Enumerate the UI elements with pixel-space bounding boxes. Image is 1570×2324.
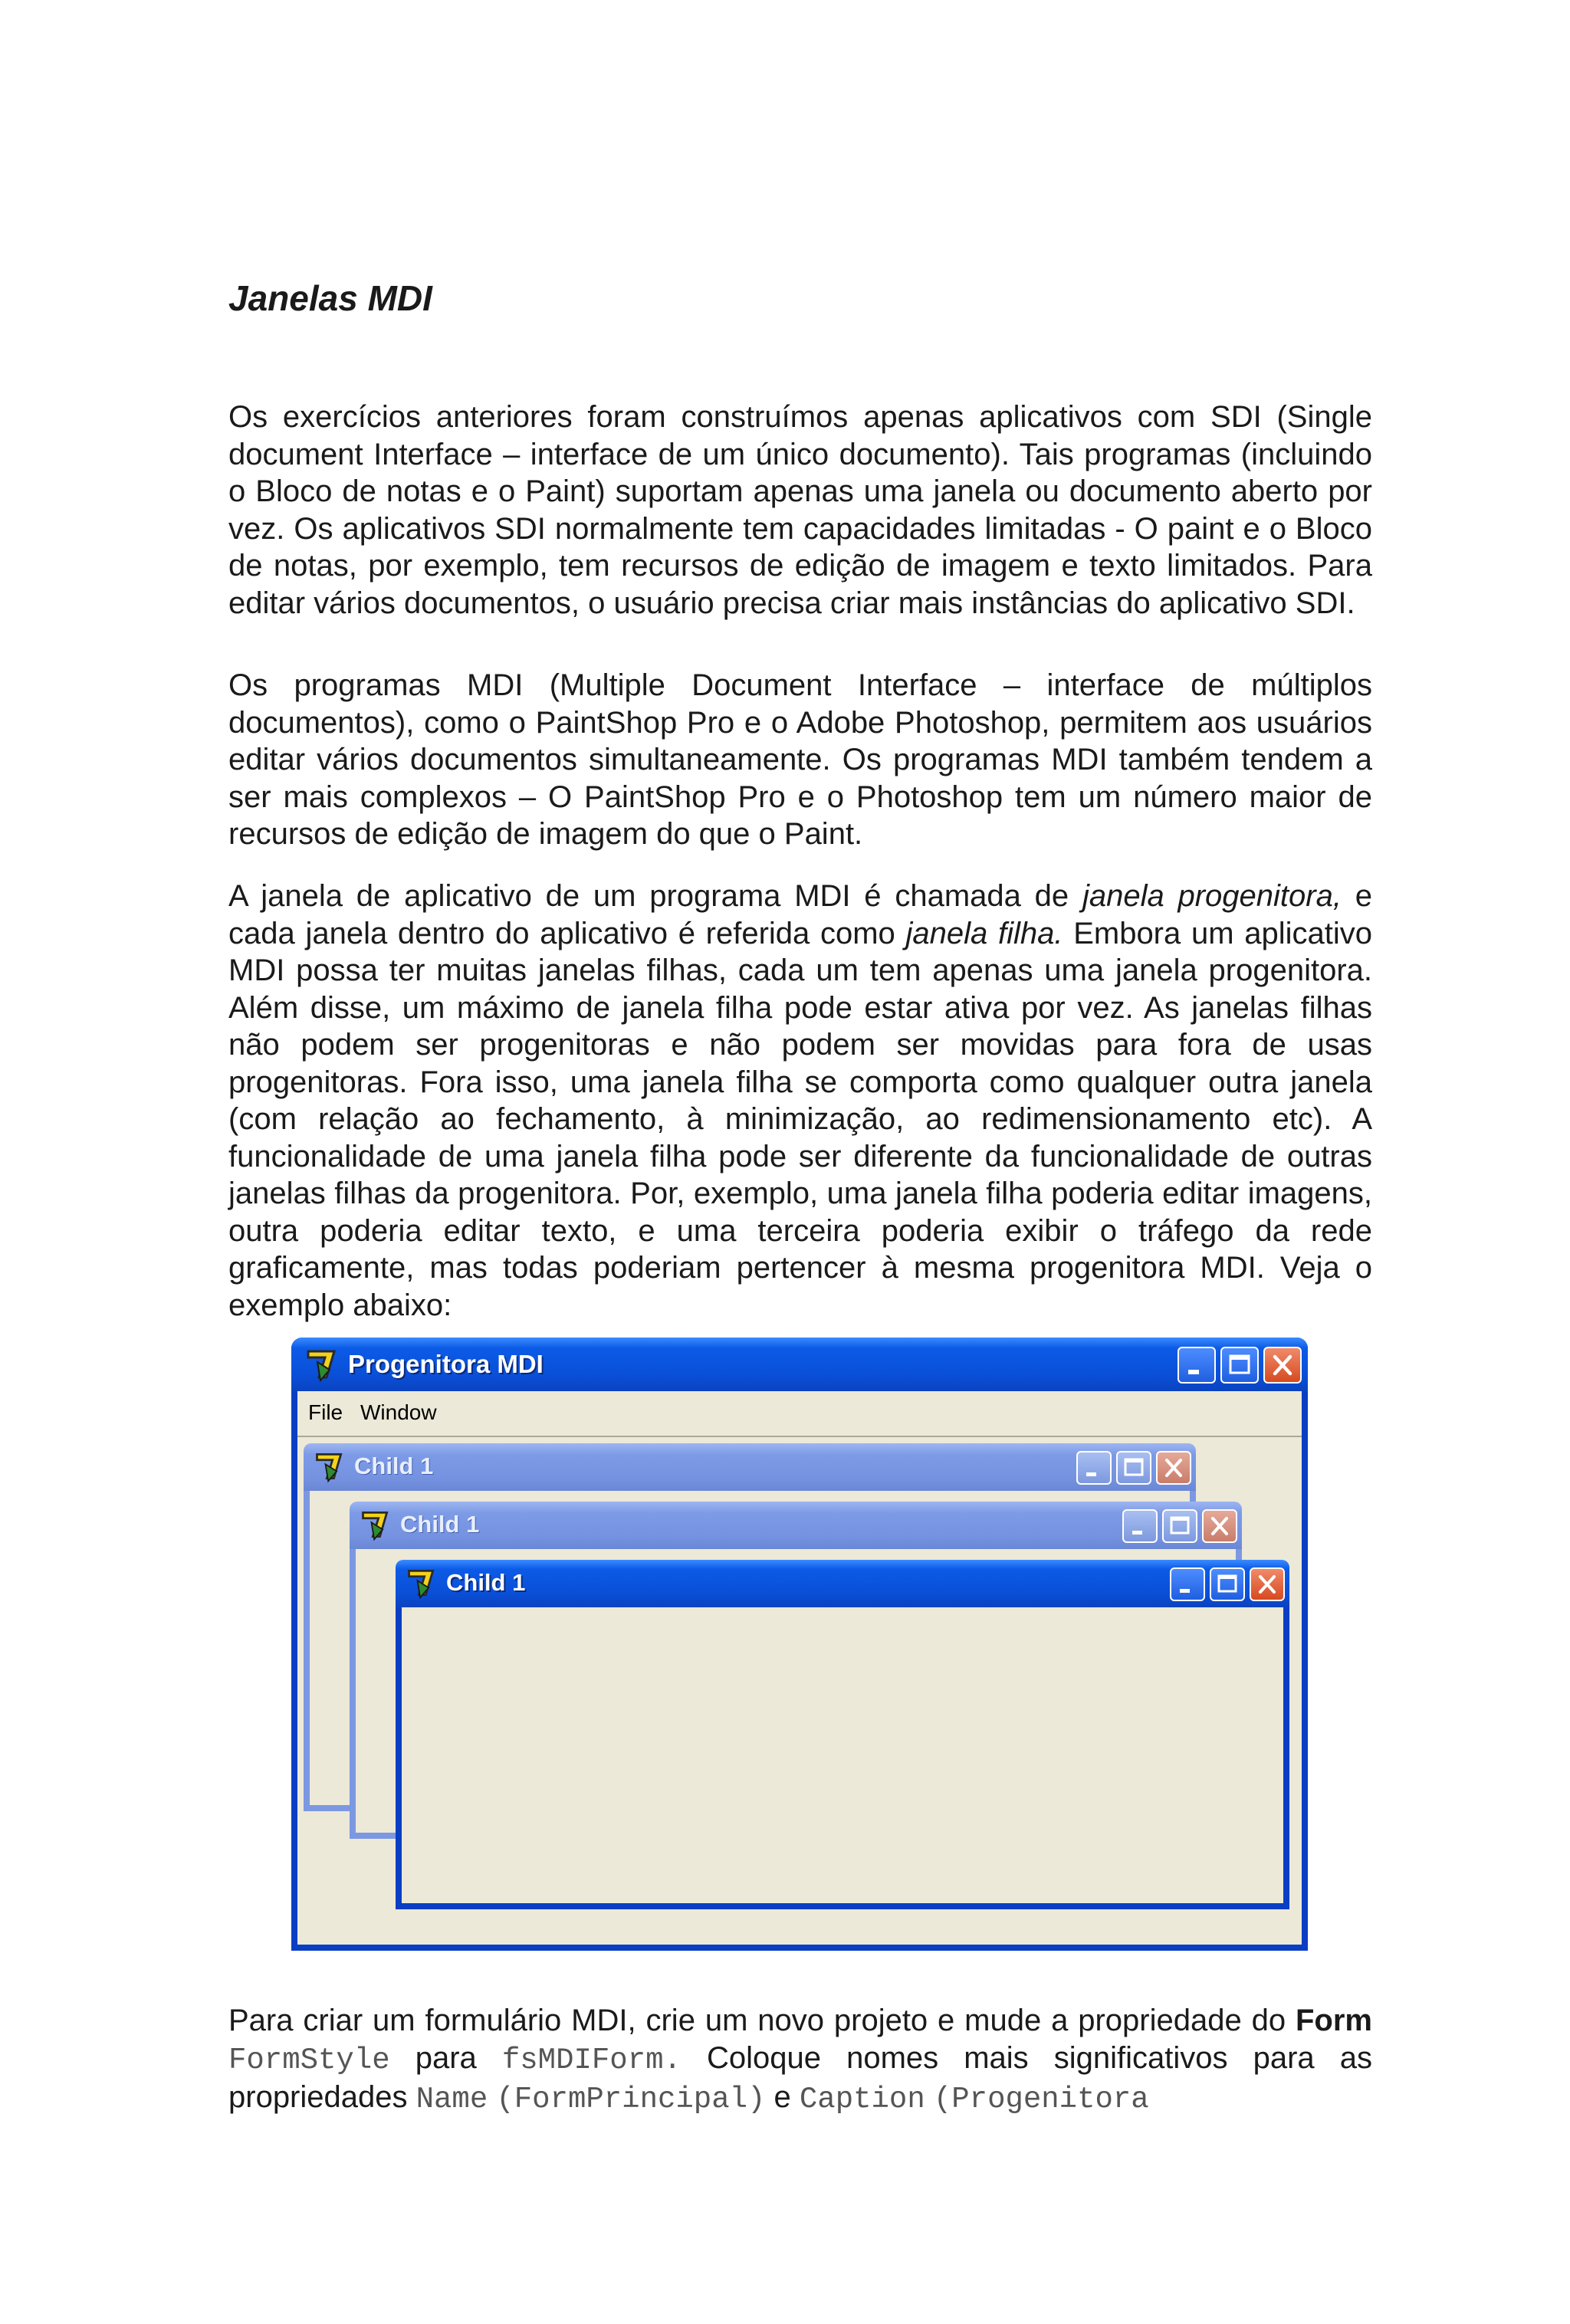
code-progenitora: (Progenitora (933, 2083, 1149, 2116)
maximize-icon (1164, 1511, 1196, 1541)
maximize-button[interactable] (1220, 1347, 1259, 1384)
delphi-app-icon (304, 1347, 340, 1382)
close-icon (1204, 1511, 1236, 1541)
delphi-app-icon (405, 1566, 438, 1600)
minimize-button[interactable] (1076, 1451, 1112, 1485)
mdi-client-area (297, 1437, 1302, 1945)
minimize-icon (1078, 1452, 1110, 1483)
code-formstyle: FormStyle (228, 2043, 390, 2077)
parent-titlebar[interactable] (291, 1338, 1308, 1391)
maximize-button[interactable] (1210, 1567, 1245, 1601)
maximize-button[interactable] (1116, 1451, 1151, 1485)
delphi-app-icon (359, 1508, 392, 1541)
mdi-screenshot (291, 1338, 1308, 1951)
menu-file[interactable]: File (308, 1400, 343, 1424)
code-name: Name (415, 2083, 488, 2116)
child-titlebar[interactable] (396, 1560, 1289, 1607)
bold-form: Form (1296, 2004, 1372, 2037)
maximize-icon (1211, 1569, 1243, 1600)
menu-window[interactable]: Window (360, 1400, 437, 1424)
text-run: para (389, 2040, 502, 2075)
page-title: Janelas MDI (228, 278, 432, 318)
text-run: e (765, 2080, 800, 2114)
code-formprincipal: (FormPrincipal) (496, 2083, 766, 2116)
child-titlebar[interactable] (350, 1502, 1242, 1549)
paragraph-sdi: Os exercícios anteriores foram construímos apenas aplicativos com SDI (Single document Interface – interface de um único documento). Tais programas (incluindo o Bloco de notas e o Paint) suportam apenas uma janela ou documento aberto por vez. Os aplicativos SDI normalmente tem capacidades limitadas - O paint e o Bloco de notas, por exemplo, tem recursos de edição de imagem e texto limitados. Para editar vários documentos, o usuário precisa criar mais instâncias do aplicativo SDI. (228, 400, 1372, 620)
text-run: A janela de aplicativo de um programa MDI é chamada de (228, 879, 1082, 913)
child-window-3-active[interactable] (396, 1560, 1289, 1909)
paragraph-parent-child (228, 878, 1372, 1324)
minimize-button[interactable] (1178, 1347, 1216, 1384)
child-titlebar[interactable] (304, 1443, 1196, 1491)
paragraph-create-mdi (228, 2002, 1372, 2119)
emphasis-parent-window: janela progenitora, (1082, 879, 1342, 913)
delphi-app-icon (313, 1449, 347, 1483)
close-button[interactable] (1263, 1347, 1302, 1384)
maximize-button[interactable] (1162, 1509, 1197, 1543)
emphasis-child-window: janela filha. (905, 916, 1063, 950)
parent-window-title: Progenitora MDI (348, 1350, 544, 1378)
text-run: e cada janela dentro do aplicativo é referida como (228, 879, 1372, 950)
code-fsmdiform: fsMDIForm. (501, 2043, 682, 2077)
paragraph-mdi: Os programas MDI (Multiple Document Interface – interface de múltiplos documentos), como o PaintShop Pro e o Adobe Photoshop, permitem aos usuários editar vários documentos simultaneamente. Os programas MDI também tendem a ser mais complexos – O PaintShop Pro e o Photoshop tem um número maior de recursos de edição de imagem do que o Paint. (228, 668, 1372, 851)
minimize-icon (1124, 1511, 1156, 1541)
close-icon (1158, 1452, 1190, 1483)
parent-client-area (297, 1391, 1302, 1945)
child-window-title: Child 1 (354, 1452, 434, 1479)
close-button[interactable] (1156, 1451, 1191, 1485)
text-run: Para criar um formulário MDI, crie um novo projeto e mude a propriedade do (228, 2004, 1296, 2037)
maximize-icon (1118, 1452, 1150, 1483)
close-icon (1265, 1348, 1300, 1382)
close-icon (1251, 1569, 1283, 1600)
code-caption: Caption (799, 2083, 925, 2116)
child-window-title: Child 1 (400, 1511, 480, 1538)
minimize-button[interactable] (1170, 1567, 1205, 1601)
minimize-button[interactable] (1122, 1509, 1158, 1543)
menu-bar (297, 1391, 1302, 1437)
close-button[interactable] (1250, 1567, 1285, 1601)
text-run: Coloque nomes mais significativos para as propriedades (228, 2040, 1372, 2114)
child-window-title: Child 1 (446, 1569, 526, 1596)
close-button[interactable] (1202, 1509, 1237, 1543)
child-body (402, 1607, 1283, 1903)
minimize-icon (1171, 1569, 1204, 1600)
minimize-icon (1179, 1348, 1214, 1382)
maximize-icon (1222, 1348, 1257, 1382)
text-run: Embora um aplicativo MDI possa ter muitas janelas filhas, cada um tem apenas uma janela progenitora. Além disse, um máximo de janela filha pode estar ativa por vez. As janelas filhas não podem ser progenitoras e não podem ser movidas para fora de usas progenitoras. Fora isso, uma janela filha se comporta como qualquer outra janela (com relação ao fechamento, à minimização, ao redimensionamento etc). A funcionalidade de uma janela filha pode ser diferente da funcionalidade de outras janelas filhas da progenitora. Por, exemplo, uma janela filha poderia editar imagens, outra poderia editar texto, e uma terceira poderia exibir o tráfego da rede graficamente, mas todas poderiam pertencer à mesma progenitora MDI. Veja o exemplo abaixo: (228, 916, 1372, 1322)
